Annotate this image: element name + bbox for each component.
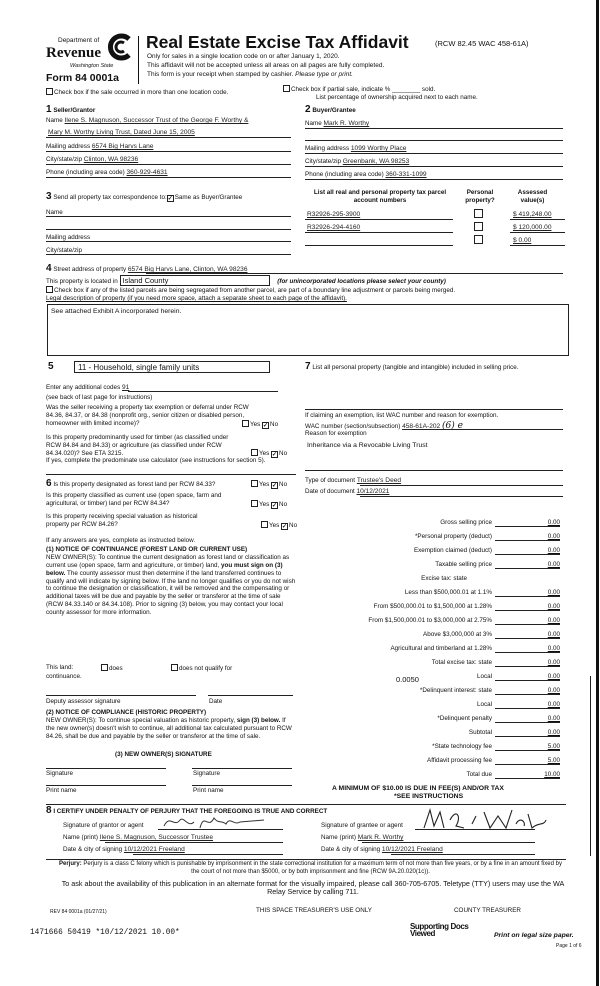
tax-row-label: Above $3,000,000 at 3% [423, 631, 492, 638]
section-number: 8 [46, 805, 52, 816]
no-checkbox[interactable]: ✓ [263, 423, 269, 429]
seller-name-field[interactable] [46, 117, 248, 125]
tax-row-label: *Delinquent interest: state [419, 687, 492, 694]
label: City/state/zip [46, 156, 83, 163]
sold-label: sold. [421, 86, 436, 93]
dept-label: Department of [58, 37, 100, 44]
tax-row-value[interactable]: 0.00 [547, 645, 560, 652]
additional-codes-field[interactable] [46, 384, 129, 392]
label: Mailing address [46, 143, 91, 150]
no-checkbox[interactable]: ✓ [272, 503, 278, 509]
q-current-use-yes-no[interactable] [251, 500, 287, 509]
tax-row [300, 743, 562, 754]
label: Signature of grantor or agent [63, 822, 144, 829]
does-not-checkbox[interactable] [171, 664, 232, 673]
value[interactable]: Trustee's Deed [356, 477, 402, 484]
label: Enter any additional codes [46, 384, 121, 391]
subtitle-1: Only for sales in a single location code on or after January 1, 2020. [147, 53, 340, 60]
section-number: 7 [305, 361, 311, 372]
no-checkbox[interactable]: ✓ [272, 452, 278, 458]
label: Mailing address [305, 145, 350, 152]
page-number: Page 1 of 6 [556, 943, 582, 949]
print-name-label-1[interactable]: Print name [46, 787, 77, 794]
tax-row-label: Local [476, 701, 492, 708]
seller-city-field[interactable] [46, 156, 138, 164]
tax-row-label: *State technology fee [432, 743, 492, 750]
buyer-name-field[interactable] [305, 120, 369, 128]
value[interactable]: 91 [121, 384, 130, 391]
tax-row [300, 533, 562, 544]
legal-paper-note: Print on legal size paper. [494, 932, 574, 939]
supporting-docs-stamp: Supporting Docs Viewed [410, 922, 469, 938]
label: Street address of property [53, 266, 127, 273]
same-as-buyer-checkbox[interactable]: ✓ [167, 196, 173, 202]
section-number: 2 [305, 104, 311, 115]
ownership-note: List percentage of ownership acquired next to each name. [316, 94, 478, 101]
personal-property-checkbox[interactable] [474, 222, 483, 231]
tax-row [300, 757, 562, 768]
label: Send all property tax correspondence to: [53, 194, 167, 201]
value[interactable]: 10/12/2021 Freeland [123, 846, 185, 853]
county-treasurer-label: COUNTY TREASURER [454, 907, 521, 914]
heading: Seller/Grantor [53, 107, 96, 114]
value[interactable]: 6574 Big Harvs Lane [91, 143, 154, 150]
personal-property-header: Personal property? [465, 189, 495, 204]
tax-row [300, 617, 562, 628]
value[interactable]: 10/12/2021 Freeland [381, 846, 443, 853]
tax-row-value[interactable]: 0.00 [547, 519, 560, 526]
page-title: Real Estate Excise Tax Affidavit [146, 32, 409, 52]
label: does not qualify for [179, 665, 233, 672]
text: The county assessor must then determine if the land transferred continues to qualify and will indicate by signing below. If the land no longer qualifies or you do not wish to continue the designation or classification, it will be removed and the compensating or additional taxes will be due and payable by the seller or transferor at the time of sale (RCW 84.33.140 or 84.34.108). Prior to signing (3) below, you may contact your local county assessor for more information. [46, 569, 296, 617]
grantee-name-field[interactable] [321, 834, 403, 842]
yes-checkbox[interactable] [261, 521, 268, 528]
label: Name (print) [63, 834, 98, 841]
exemption-question: Was the seller receiving a property tax exemption or deferral under RCW 84.36, 84.37, or 84.38 (nonprofit org., senior citizen or disabled person, homeowner with limited income)? [46, 404, 249, 427]
checkbox[interactable] [46, 88, 53, 95]
scan-edge [596, 0, 599, 986]
yes-checkbox[interactable] [251, 480, 258, 487]
value[interactable]: Mark R. Worthy [357, 834, 404, 841]
value[interactable]: 360-331-1099 [385, 171, 427, 178]
perjury-label: Perjury: [59, 861, 82, 867]
tax-row-label: Affidavit processing fee [427, 757, 492, 764]
value[interactable]: Mary M. Worthy Living Trust, Dated June 15, 2005 [48, 129, 195, 136]
yes-checkbox[interactable] [251, 500, 258, 507]
tax-row-label: Gross selling price [440, 519, 492, 526]
signature-label-2[interactable]: Signature [193, 770, 220, 777]
dor-logo-icon [107, 33, 133, 61]
no-label: No [279, 481, 288, 488]
assessed-value[interactable]: $ 120,000.00 [513, 224, 552, 231]
multi-location-checkbox-row[interactable] [46, 88, 228, 97]
label: Name (print) [321, 834, 356, 841]
perjury-text: Perjury is a class C felony which is punishable by imprisonment in the state correctional institution for a maximum term of not more than five years, or by a fine in an amount fixed by the court of not more than $5000, or by both imprisonment and fine (RCW 9A.20.020(1c)). [83, 861, 562, 875]
see-back-note: (see back of last page for instructions) [46, 394, 153, 401]
label: Date of document [305, 488, 355, 495]
tax-row [300, 771, 562, 782]
tax-row-label: Subtotal [468, 729, 492, 736]
grantee-date-field[interactable] [321, 846, 443, 854]
tax-row-label: Total due [466, 771, 492, 778]
tax-row-value[interactable]: 0.00 [547, 631, 560, 638]
buyer-mail-field[interactable] [305, 145, 406, 153]
correspondence-heading [46, 191, 242, 204]
sec3-city-field[interactable]: City/state/zip [46, 247, 83, 254]
tax-row [300, 659, 562, 670]
tax-row [300, 687, 562, 698]
label: Date & city of signing [63, 846, 123, 853]
tax-row-value[interactable]: 5.00 [547, 743, 560, 750]
value[interactable]: 6574 Big Harvs Lane, Clinton, WA 98236 [127, 266, 248, 273]
receipt-stamp: 1471666 50419 *10/12/2021 10.00* [30, 929, 180, 937]
perjury-note [58, 861, 563, 876]
text-bold: you must sign on (3) below. [46, 561, 283, 577]
section-number: 3 [46, 191, 52, 202]
tax-row-value[interactable]: 0.00 [547, 547, 560, 554]
form-number: Form 84 0001a [46, 72, 119, 84]
new-owner-signature-title: (3) NEW OWNER(S) SIGNATURE [115, 751, 212, 758]
tax-row [300, 701, 562, 712]
grantor-signature-mark [160, 810, 270, 832]
parcel-row [305, 211, 565, 223]
tax-row-label: Agricultural and timberland at 1.28% [390, 645, 492, 652]
deputy-date-label: Date [209, 698, 223, 705]
yes-label: Yes [250, 421, 261, 428]
tax-row-label: Less than $500,000.01 at 1.1% [404, 589, 492, 596]
type-print-note: Please type or print. [295, 71, 353, 78]
label: Phone (including area code) [46, 169, 125, 176]
accessibility-note: To ask about the availability of this publication in an alternate format for the visually impaired, please call 360-705-6705. Teletype (TTY) users may use the WA Relay Service by calling 711. [61, 879, 565, 896]
tax-row [300, 561, 562, 572]
no-label: No [279, 450, 288, 457]
notice-compliance-title: (2) NOTICE OF COMPLIANCE (HISTORIC PROPERTY) [46, 709, 207, 716]
tax-row [300, 519, 562, 530]
minimum-due-note: A MINIMUM OF $10.00 IS DUE IN FEE(S) AND/OR TAX [332, 785, 504, 792]
assessed-value[interactable]: $ 0.00 [513, 237, 532, 244]
tax-row-value[interactable]: 0.00 [547, 701, 560, 708]
tax-row-value[interactable]: 10.00 [544, 771, 560, 778]
tax-row [300, 729, 562, 740]
revenue-logo-text: Revenue [46, 45, 101, 61]
segregation-checkbox-row[interactable] [46, 286, 455, 295]
reason-value[interactable]: Inheritance via a Revocable Living Trust [307, 442, 428, 449]
local-rate: 0.0050 [396, 675, 419, 684]
label: does [109, 665, 123, 672]
current-use-question: Is this property classified as current use (open space, farm and agricultural, or timber) land per RCW 84.34? [46, 492, 222, 507]
tax-row-value[interactable]: 0.00 [547, 589, 560, 596]
parcel-header: List all real and personal property tax parcel account numbers [313, 189, 447, 204]
personal-property-checkbox[interactable] [474, 209, 483, 218]
value[interactable]: Greenbank, WA 98253 [342, 158, 410, 165]
value[interactable]: 360-929-4631 [126, 169, 168, 176]
header-divider [138, 36, 139, 84]
notice-continuance-title: (1) NOTICE OF CONTINUANCE (FOREST LAND OR CURRENT USE) [46, 546, 248, 553]
receipt-note: This form is your receipt when stamped by cashier. [147, 71, 294, 78]
tax-row-label: *Delinquent penalty [437, 715, 492, 722]
subtitle-3 [147, 71, 353, 79]
no-label: No [289, 522, 298, 529]
yes-checkbox[interactable] [251, 449, 258, 456]
signature-label-1[interactable]: Signature [46, 770, 73, 777]
q-forest-yes-no[interactable] [251, 480, 287, 489]
document-type-field[interactable] [305, 477, 401, 485]
tax-row-label: Total excise tax: state [431, 659, 492, 666]
q-historical-yes-no[interactable] [261, 521, 297, 530]
same-label: Same as Buyer/Grantee [174, 194, 243, 201]
county-select[interactable]: Island County [120, 275, 270, 286]
personal-property-label [305, 361, 563, 374]
sec3-mail-field[interactable]: Mailing address [46, 234, 91, 241]
tax-row-value[interactable]: 0.00 [547, 687, 560, 694]
seller-mail-field[interactable] [46, 143, 153, 151]
sec3-name-field[interactable]: Name [46, 209, 63, 216]
text-bold: sign (3) below. [236, 717, 281, 724]
legal-description-field[interactable] [47, 304, 569, 356]
label: Name [46, 117, 63, 124]
this-land-label: This land: [46, 664, 74, 671]
parcel-row [305, 224, 565, 236]
tax-row-value[interactable]: 5.00 [547, 757, 560, 764]
personal-property-checkbox[interactable] [474, 235, 483, 244]
treasurer-space-label: THIS SPACE TREASURER'S USE ONLY [256, 907, 372, 914]
label: This property is located in [46, 278, 118, 285]
section-number: 1 [46, 104, 52, 115]
tax-row [300, 645, 562, 656]
yes-label: Yes [259, 481, 270, 488]
tax-row [300, 715, 562, 726]
print-name-label-2[interactable]: Print name [193, 787, 224, 794]
section-number-5: 5 [48, 361, 54, 372]
partial-sale-checkbox-row[interactable]: Check box if partial sale, indicate % ________ sold. [283, 85, 435, 94]
if-yes-note: If yes, complete the predominate use calculator (see instructions for section 5). [46, 457, 266, 464]
continuance-label: continuance. [46, 673, 82, 680]
document-date-field[interactable] [305, 488, 389, 496]
tax-row [300, 603, 562, 614]
label: Check box if partial sale, indicate % [291, 86, 391, 93]
seller-heading [46, 104, 95, 117]
text: NEW OWNER(S): To continue special valuation as historic property, [46, 717, 236, 724]
tax-row-value[interactable]: 0.00 [547, 533, 560, 540]
tax-row-label: *Personal property (deduct) [414, 533, 492, 540]
label: Name [305, 120, 322, 127]
tax-row-value[interactable]: 0.00 [547, 659, 560, 666]
parcel-row [305, 237, 565, 249]
tax-row-label: Taxable selling price [435, 561, 492, 568]
value[interactable]: 458-61A-202 [402, 423, 441, 430]
label: Date & city of signing [321, 846, 381, 853]
tax-row-value[interactable]: 0.00 [547, 603, 560, 610]
heading: Buyer/Grantee [312, 107, 356, 114]
no-checkbox[interactable]: ✓ [272, 483, 278, 489]
checkbox[interactable] [283, 85, 290, 92]
tax-row [300, 589, 562, 600]
buyer-phone-field[interactable] [305, 171, 427, 179]
label: Is this property designated as forest land per RCW 84.33? [53, 481, 216, 488]
yes-label: Yes [259, 450, 270, 457]
text: NEW OWNER(S): To continue the current designation as forest land or classification as current use (open space, farm and agriculture, or timber) land, [46, 554, 290, 569]
tax-row-value[interactable]: 0.00 [547, 561, 560, 568]
tax-row [300, 575, 562, 586]
checkbox[interactable] [101, 664, 108, 671]
parcel-number[interactable]: R32926-295-3900 [307, 211, 361, 218]
tax-row-value[interactable]: 0.00 [547, 673, 560, 680]
forest-question [46, 478, 215, 491]
section-number: 4 [46, 263, 52, 274]
tax-row-value[interactable]: 0.00 [547, 715, 560, 722]
historical-question: Is this property receiving special valuation as historical property per RCW 84.26? [46, 513, 198, 528]
tax-row [300, 631, 562, 642]
no-checkbox[interactable]: ✓ [282, 524, 288, 530]
handwritten-subsection: (6) e [441, 421, 463, 431]
seller-phone-field[interactable] [46, 169, 168, 177]
label: Phone (including area code) [305, 171, 384, 178]
buyer-heading [305, 104, 356, 117]
tax-row-label: From $1,500,000.01 to $3,000,000 at 2.75% [368, 617, 492, 624]
value[interactable]: 10/12/2021 [356, 488, 390, 495]
parcel-number[interactable]: R32926-294-4160 [307, 224, 361, 231]
tax-row-value[interactable]: 0.00 [547, 617, 560, 624]
buyer-city-field[interactable] [305, 158, 409, 166]
text: If the new owner(s) doesn't wish to continue, all additional tax calculated pursuant to RCW 84.26, shall be due and payable by the seller or transferor at the time of sale. [46, 717, 292, 740]
label: Check box if the sale occurred in more than one location code. [54, 89, 229, 96]
grantor-name-field[interactable] [63, 834, 213, 842]
grantor-signature-field[interactable] [63, 822, 144, 830]
if-any-note: If any answers are yes, complete as instructed below. [46, 537, 196, 544]
notice-compliance-text [46, 717, 296, 741]
timber-question: Is this property predominantly used for timber (as classified under RCW 84.84 and 84.33) or agriculture (as classified under RCW 84.34.020)? See ETA 3215. [46, 434, 229, 457]
label: List all personal property (tangible and intangible) included in selling price. [312, 364, 519, 371]
label: WAC number (section/subsection) [305, 423, 401, 430]
rcw-ref: (RCW 82.45 WAC 458-61A) [435, 39, 529, 48]
no-label: No [279, 501, 288, 508]
value[interactable]: Clinton, WA 98236 [83, 156, 139, 163]
section-number: 6 [46, 478, 52, 489]
label: Signature of grantee or agent [321, 822, 403, 829]
tax-row-label: Excise tax: state [421, 575, 467, 582]
label: Check box if any of the listed parcels are being segregated from another parcel, are part of a boundary line adjustment or parcels being merged. [54, 287, 456, 294]
exemption-note: If claiming an exemption, list WAC number and reason for exemption. [305, 412, 499, 419]
no-label: No [270, 421, 279, 428]
value[interactable]: Ilene S. Magnuson, Successor Trustee [99, 834, 214, 841]
value[interactable]: 1099 Worthy Place [350, 145, 407, 152]
county-note: (for unincorporated locations please select your county) [277, 278, 446, 285]
assessed-value-header: Assessed value(s) [517, 189, 548, 204]
value[interactable]: See attached Exhibit A incorporated herein. [51, 308, 182, 315]
county-row [46, 275, 446, 286]
checkbox[interactable] [171, 664, 178, 671]
tax-row-label: Local [476, 673, 492, 680]
label: I CERTIFY UNDER PENALTY OF PERJURY THAT THE FOREGOING IS TRUE AND CORRECT [53, 808, 328, 815]
label: City/state/zip [305, 158, 342, 165]
deputy-signature-label: Deputy assessor signature [46, 698, 121, 705]
revision-label: REV 84 0001a (01/27/21) [50, 909, 107, 915]
tax-row-label: Exemption claimed (deduct) [413, 547, 492, 554]
yes-label: Yes [259, 501, 270, 508]
tax-row-label: From $500,000.01 to $1,500,000 at 1.28% [373, 603, 492, 610]
right-border [590, 676, 591, 856]
see-instructions-note: *SEE INSTRUCTIONS [394, 793, 464, 800]
yes-label: Yes [269, 522, 280, 529]
subtitle-2: This affidavit will not be accepted unless all areas on all pages are fully completed. [147, 62, 385, 69]
seller-name-line2[interactable] [48, 129, 195, 137]
yes-checkbox[interactable] [242, 420, 249, 427]
grantor-date-field[interactable] [63, 846, 185, 854]
label: Type of document [305, 477, 356, 484]
grantee-signature-field[interactable] [321, 822, 403, 830]
value[interactable]: Mark R. Worthy [323, 120, 370, 127]
legal-desc-label: Legal description of property (if you need more space, attach a separate sheet to each page of the affidavit). [46, 295, 347, 302]
wa-state-label: Washington State [70, 63, 114, 69]
q1-yes-no[interactable] [242, 420, 278, 429]
reason-label: Reason for exemption [305, 430, 367, 437]
tax-row [300, 547, 562, 558]
notice-continuance-text [46, 554, 296, 617]
land-use-code-field[interactable]: 11 - Household, single family units [74, 361, 270, 373]
assessed-value[interactable]: $ 419,248.00 [513, 211, 552, 218]
checkbox[interactable] [46, 286, 53, 293]
value[interactable]: Ilene S. Magnuson, Successor Trust of the George F. Worthy & [64, 117, 249, 124]
does-checkbox[interactable] [101, 664, 123, 673]
tax-row [300, 673, 562, 684]
tax-row-value[interactable]: 0.00 [547, 729, 560, 736]
grantee-signature-mark [420, 806, 550, 832]
